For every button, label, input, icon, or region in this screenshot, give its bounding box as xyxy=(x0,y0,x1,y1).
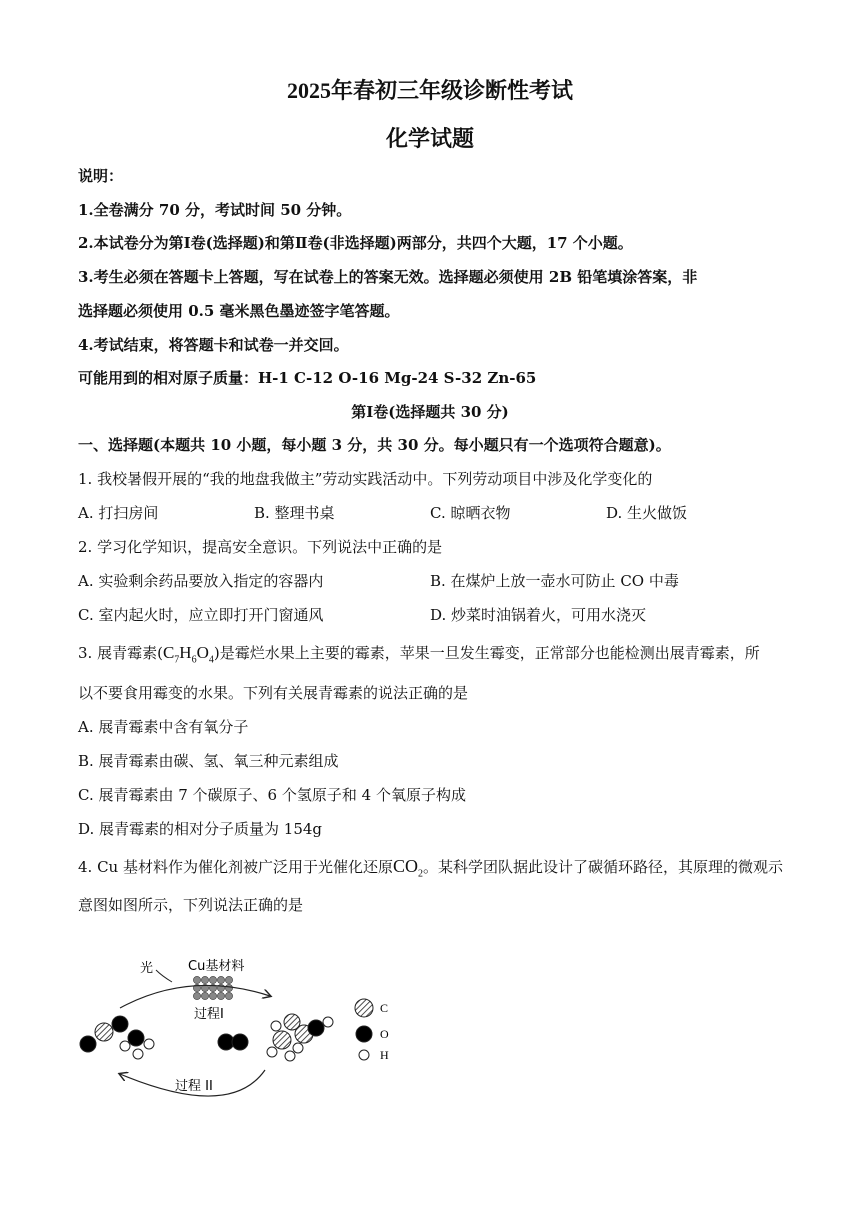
formula-c-count: 7 xyxy=(174,654,180,666)
formula-h: H xyxy=(179,643,192,662)
q3-stem-pre: 3. 展青霉素( xyxy=(78,644,163,662)
co2-symbol: CO xyxy=(393,856,419,876)
legend-hydrogen-icon xyxy=(359,1050,369,1060)
q3-option-b: B. 展青霉素由碳、氢、氧三种元素组成 xyxy=(78,752,339,770)
light-pointer xyxy=(156,970,172,982)
legend xyxy=(355,999,389,1062)
instruction-3-cont: 选择题必须使用 0.5 毫米黑色墨迹签字笔答题。 xyxy=(78,302,400,320)
instructions-heading: 说明： xyxy=(78,167,124,185)
q3-option-d: D. 展青霉素的相对分子质量为 154g xyxy=(78,820,323,838)
instruction-4: 4.考试结束，将答题卡和试卷一并交回。 xyxy=(78,336,349,354)
oxygen-molecule xyxy=(218,1034,248,1050)
formula-c: C xyxy=(162,643,175,662)
legend-carbon-label: C xyxy=(380,1001,389,1015)
part1-heading: 第Ⅰ卷(选择题共 30 分) xyxy=(351,403,509,421)
light-label: 光 xyxy=(140,961,154,976)
exam-subject: 化学试题 xyxy=(385,126,474,151)
q3-stem xyxy=(78,642,760,665)
left-molecules xyxy=(80,1016,154,1059)
cu-catalyst-icon xyxy=(193,976,232,999)
q4-stem-post: 。某科学团队据此设计了碳循环路径，其原理的微观示 xyxy=(423,858,784,876)
q4-stem-pre: 4. Cu 基材料作为催化剂被广泛用于光催化还原 xyxy=(78,858,393,876)
q2-option-d: D. 炒菜时油锅着火，可用水浇灭 xyxy=(430,606,647,624)
atomic-masses: 可能用到的相对原子质量：H-1 C-12 O-16 Mg-24 S-32 Zn-65 xyxy=(78,369,537,387)
q3-option-a: A. 展青霉素中含有氧分子 xyxy=(78,718,249,736)
q1-option-a: A. 打扫房间 xyxy=(78,504,159,522)
q3-formula xyxy=(162,643,214,666)
q4-stem-2: 意图如图所示，下列说法正确的是 xyxy=(78,896,304,914)
q4-stem xyxy=(78,856,783,880)
carbon-cycle-diagram xyxy=(70,950,430,1120)
q2-option-a: A. 实验剩余药品要放入指定的容器内 xyxy=(78,572,324,590)
q1-option-d: D. 生火做饭 xyxy=(606,504,688,522)
q2-stem: 2. 学习化学知识，提高安全意识。下列说法中正确的是 xyxy=(78,538,443,556)
legend-carbon-icon xyxy=(355,999,373,1017)
q4-co2 xyxy=(393,856,424,880)
q3-stem-2: 以不要食用霉变的水果。下列有关展青霉素的说法正确的是 xyxy=(78,684,469,702)
q3-stem-post: )是霉烂水果上主要的霉素，苹果一旦发生霉变，正常部分也能检测出展青霉素，所 xyxy=(213,644,760,662)
exam-title: 2025年春初三年级诊断性考试 xyxy=(286,78,573,103)
process2-label: 过程 II xyxy=(175,1079,213,1094)
q3-option-c: C. 展青霉素由 7 个碳原子、6 个氢原子和 4 个氧原子构成 xyxy=(78,786,466,804)
formula-o: O xyxy=(196,643,209,662)
co2-count: 2 xyxy=(418,868,424,880)
right-molecules xyxy=(267,1014,333,1061)
legend-oxygen-icon xyxy=(356,1026,372,1042)
instruction-2: 2.本试卷分为第Ⅰ卷(选择题)和第Ⅱ卷(非选择题)两部分，共四个大题，17 个小题。 xyxy=(78,234,633,252)
catalyst-label: Cu基材料 xyxy=(188,959,245,974)
q1-option-b: B. 整理书桌 xyxy=(254,504,335,522)
q2-option-b: B. 在煤炉上放一壶水可防止 CO 中毒 xyxy=(430,572,679,590)
formula-o-count: 4 xyxy=(208,654,214,666)
q2-option-c: C. 室内起火时，应立即打开门窗通风 xyxy=(78,606,324,624)
instruction-3: 3.考生必须在答题卡上答题，写在试卷上的答案无效。选择题必须使用 2B 铅笔填涂答案，非 xyxy=(78,268,698,286)
legend-oxygen-label: O xyxy=(380,1027,389,1041)
instruction-1: 1.全卷满分 70 分，考试时间 50 分钟。 xyxy=(78,201,352,219)
formula-h-count: 6 xyxy=(191,654,197,666)
q1-option-c: C. 晾晒衣物 xyxy=(430,504,511,522)
q1-stem: 1. 我校暑假开展的“我的地盘我做主”劳动实践活动中。下列劳动项目中涉及化学变化的 xyxy=(78,470,653,488)
legend-hydrogen-label: H xyxy=(380,1048,389,1062)
process1-label: 过程I xyxy=(194,1007,224,1022)
section1-heading: 一、选择题(本题共 10 小题，每小题 3 分，共 30 分。每小题只有一个选项符合题意)。 xyxy=(78,436,671,454)
